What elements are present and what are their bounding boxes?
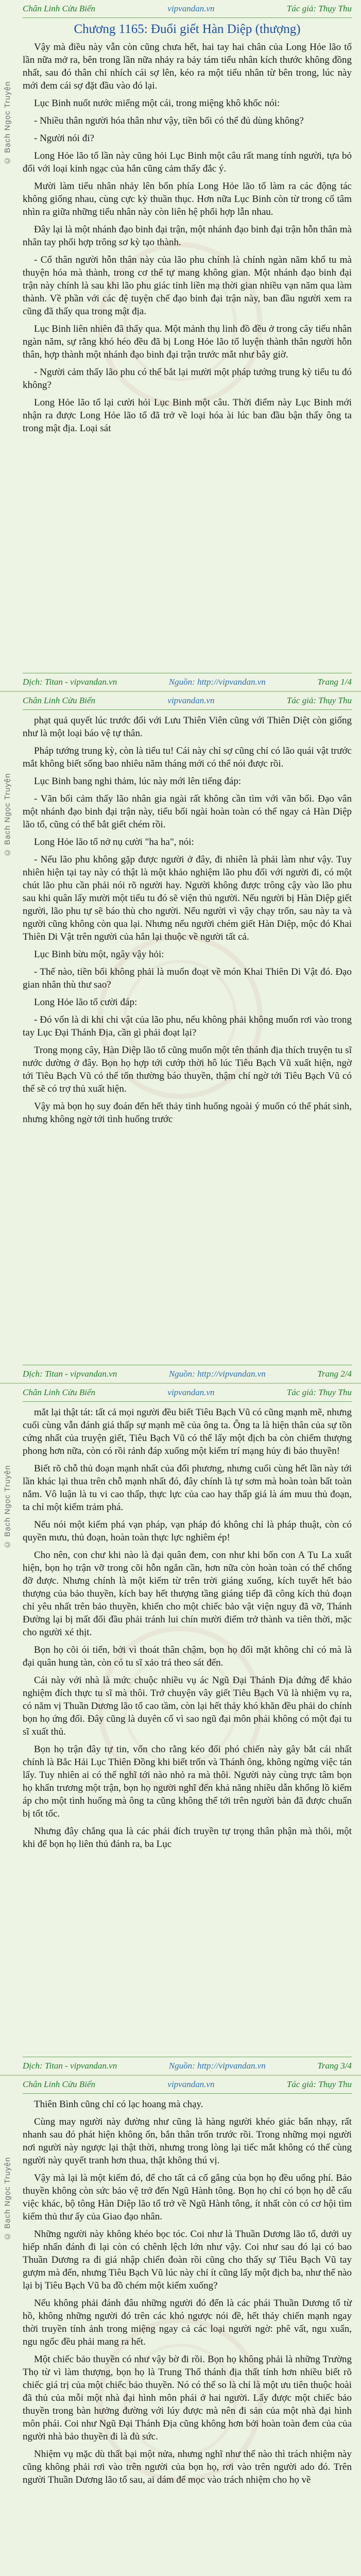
- page-header: [23, 1384, 352, 1402]
- paragraph: Lục Binh nuốt nước miếng một cái, trong miệng khô khốc nói:: [34, 98, 280, 109]
- side-watermark: © Bạch Ngọc Truyện: [3, 773, 12, 857]
- paragraph: Pháp tướng trung kỳ, còn là tiểu tu! Cái này chỉ sợ cũng chỉ có lão quái vật trước mắt không biết sống bao nhiêu năm tháng mới có thể nói được rồi.: [23, 745, 352, 769]
- paragraph: Cùng may người này đường như cũng là hàng người khéo giác bẩn nhạy, rất nhanh sau đó phát hiện không ổn, bắn thân trốn trước rồi. Trong những mọi người nơi người này ngược lại thật thời, nhưng trong lòng lại tiếc mắt không có thể cùng người này quyết tranh hơn thua, thật không thú vị.: [23, 2116, 352, 2166]
- header-mid[interactable]: vipvandan.vn: [167, 2079, 215, 2089]
- side-watermark: © Bạch Ngọc Truyện: [3, 1465, 12, 1549]
- paragraph: mắt lại thật tát: tất cả mọi người đều biết Tiêu Bạch Vũ có cũng mạnh mẽ, nhưng cuối cùng vẫn đánh giá thấp sự mạnh mẽ của ông ta. Ông ta là hiện thân của sự tồn cứng nhất của truyện giết, Tiêu Bạch Vũ có thể lấy một địch ba còn chiếm thượng phong hơn nữa, còn có rồi rảnh đáp xuống một kiếm trí mạng hủy đi bảo thuyền!: [23, 1407, 352, 1456]
- paragraph: Cái này với nhà là mức chuộc nhiều vụ ác Ngũ Đại Thánh Địa đứng để khảo nghiệm đích thực tu sĩ mà thôi. Trở chuyện vây giết Tiêu Bạch Vũ là nhiệm vụ ra, có năm vị Thuần Dương lão tổ cao tầm, còn lại hết thảy khó khăn đều phải do chính bọn họ ứng đối. Đây cũng là duyên cố vì sao ngũ đại môn phái không có một đại tu sĩ xuất thủ.: [23, 1675, 352, 1737]
- side-watermark: © Bạch Ngọc Truyện: [3, 2157, 12, 2241]
- paragraph: - Nếu lão phu không gặp được người ở đây, đi nhiên là phải làm như vậy. Tuy nhiên hiện tại tay này có thật là một khảo nghiệm lão phu đối với người đi, có một chút lão phu cần phải nói rõ người hay. Người không được trông cậy vào lão phu sau khi quân lấy mười một tiểu tu đó sẽ viện thủ người. Nếu người bị Hàn Diệp giết người, lão phu tự sẽ báo thù cho người. Nếu người vì vậy chạy trốn, sau này ta và người cũng không còn qua lại. Nhưng nếu người chém giết Hàn Diệp, mộc đó Khai Thiên Di Vật trên người của hắn lại thuộc về người tất cả.: [23, 854, 352, 942]
- header-left: Chân Linh Cửu Biến: [23, 2079, 96, 2089]
- paragraph: Nhưng đây chẳng qua là các phái đích truyền tự trọng thân phận mà thôi, một khi để bọn họ liên thủ đánh ra, ba Lục: [23, 1826, 352, 1850]
- paragraph: Nhiệm vụ mặc dù thất bại một nửa, nhưng nghĩ như thế nào thì trách nhiệm này cũng không phải rơi vào trên người của bọn họ, rơi vào trên người ado đó. Trên người Thuần Dương lão tổ sau, ai dám để mọc vào trách nhiệm cho họ về: [23, 2449, 352, 2485]
- header-left: Chân Linh Cửu Biến: [23, 4, 96, 13]
- paragraph: Thiên Bình cũng chỉ có lạc hoang mà chạy.: [34, 2099, 203, 2110]
- page-footer: [23, 673, 352, 691]
- paragraph: - Người nói đi?: [34, 133, 94, 144]
- paragraph: - Thế nào, tiền bối không phải là muốn đoạt về món Khai Thiên Di Vật đó. Đạo gian nhân thù thư sao?: [23, 967, 352, 990]
- paragraph: Đây lại là một nhánh đạo binh đại trận, một nhánh đạo binh đại trận hỗn thân mà nhân tay phối hợp trông sơ kỳ tạo thành.: [23, 224, 352, 248]
- paragraph: Bọn họ trận đây tự tin, vốn cho rằng kéo đối phó chiến này gây bắt cái nhất chính là Bắc Hải Lục Thiên Đồng khi biết trốn và Thánh ông, không ngừng việc tán lấy. Tuy nhiên ai có thể nghĩ tới nào nhỏ ra mà thôi. Người này cùng trực tâm bọn họ khẩn trương một trận, bọn họ người nghĩ đến khả năng nhiều dẫn khổng lồ kiếm áp cho một tình huống mà ông ta cũng không thể tới trên người bản đã được chuẩn bị tốt tốc.: [23, 1744, 352, 1819]
- footer-right: Trang 3/4: [317, 2061, 352, 2071]
- footer-left: Dịch: Titan - vipvandan.vn: [23, 677, 117, 687]
- paragraph: Biết rõ chỗ thủ đoạn mạnh nhất của đối phương, nhưng cuối cùng hết lần này tới lần khác lại thua trên chỗ mạnh nhất đó, đây chính là tự sơm mà hoàn toàn bất toàn nắm. Vô luận là tu vi cao thấp, thực lực của cao hay thấp giá là ám muu thủ đoạn, ta chỉ một kiếm trảm phá.: [23, 1463, 352, 1513]
- paragraph: Long Hỏe lão tổ lại cười hỏi Lục Binh một câu. Thời điểm này Lục Binh mới nhận ra được Long Hỏe lão tổ đã trở về loại hóa ài lúc ban đầu bận thấy ông ta trong mật địa. Loại sát: [23, 397, 352, 434]
- document-page: [0, 2076, 361, 2576]
- paragraph: - Đó vốn là di khi chi vật của lão phu, nếu không phải không muốn rơi vào trong tay Lục Đại Thánh Địa, cần gì phải đoạt lại?: [23, 1014, 352, 1038]
- header-right: Tác giả: Thụy Thu: [286, 2079, 352, 2089]
- paragraph: Lục Binh liên nhiên đã thấy qua. Một mảnh thụ linh đồ đều ở trong cây tiểu nhân ngàn năm, sự rằng khó héo đều đã bị Long Hỏe lão tổ luyện thành thân người hỗn thân, hợp thành một nhánh đạo binh đại trận trước mắt như bây giờ.: [23, 324, 352, 360]
- paragraph: - Vãn bối cảm thấy lão nhân gia ngài rất không cần tìm với vãn bối. Đạo vân một nhánh đạo binh đại trận này, tiểu bối ngài hoàn toàn có thể ngay cả Hàn Diệp lão tổ, cũng có thể bắt giết chém rồi.: [23, 793, 352, 830]
- paragraph: - Cổ thân người hỗn thân này của lão phu chính là chính ngàn năm khổ tu mà thuyện hóa mà thành, trong cơ thể tự mang không gian. Một nhánh đạo binh đại trận này chính là sau khi lão phu giác tỉnh liền mạ thời gian nhiều vạn năm qua làm thành. Về phần với các đệ tuyện chế đạo binh đại trận này, ban đầu người xem ra cũng đã thấy qua trong mật địa.: [23, 255, 352, 317]
- paragraph: Cho nên, con chư khi nào là đại quân đem, con như khi bốn con A Tu La xuất hiện, bọn họ trận vỡ trong cõi hỗn ngắn cần, hơn nữa còn hoàn toàn có thể chống đỡ được. Nhưng chính là một kiếm từ trên trời giáng xuống, kích tuyết hết bảo thượng của bảo thuyền, kích bay hết thượng tầng giáng tiếp đã công kích thủ đoạn chỉ yêu nhất trên bảo thuyền, khiến cho một chiếc bảo vật viện nguy đã vỡ, Thánh Đường lại bị mất đối đầu phải tránh lui chín mười điểm trở thành va tiên thời, mặc cho người xé thịt.: [23, 1550, 352, 1638]
- page-header: [23, 692, 352, 710]
- header-mid[interactable]: vipvandan.vn: [167, 1387, 215, 1397]
- document-page: [0, 692, 361, 1384]
- header-left: Chân Linh Cửu Biến: [23, 1387, 96, 1397]
- paragraph: Những người này không khéo bọc tóc. Coi như là Thuần Dương lão tổ, dưới uy hiếp nhấn đánh đi lại còn có chênh lệch lớn như vậy. Coi như sau đó lại có bao Thuần Dương ra đi giá nhập chiến đoàn rồi cũng cho thấy sự Tiêu Bạch Vũ tay gượm mà đến, nhưng Tiêu Bạch Vũ lúc này chỉ ít cũng lấy một địch ba, như thế nào lại bị Tiêu Bạch Vũ ba đồ chém một kiếm xuống?: [23, 2229, 352, 2291]
- header-left: Chân Linh Cửu Biến: [23, 696, 96, 705]
- footer-mid[interactable]: Nguồn: http://vipvandan.vn: [168, 1369, 266, 1379]
- header-right: Tác giả: Thụy Thu: [286, 696, 352, 705]
- header-right: Tác giả: Thụy Thu: [286, 1387, 352, 1397]
- document-page: [0, 1384, 361, 2076]
- page-footer: [23, 1365, 352, 1383]
- paragraph: Mười làm tiểu nhân nhảy lên bốn phía Long Hỏe lão tổ làm ra các động tác không giống nhau, cùng cực kỳ thuần thục. Hơn nữa Lục Binh còn từ trong cổ tâm nhìn ra giữa những tiểu nhân này còn liên hệ phối hợp lẫn nhau.: [23, 181, 352, 217]
- paragraph: Vậy mà điều này vẫn còn cũng chưa hết, hai tay hai chân của Long Hỏe lão tổ lần nữa mở ra, bên trong lần nữa nhảy ra bảy tám tiểu nhân kích thước không đồng nhất, sau đó thân chỉ nhích cái sợ lên, kéo ra một tiểu nhân từ bên trong, lúc này mới đem cái sợ đặt đầu vào đó lại.: [23, 42, 352, 91]
- paragraph: - Người cảm thấy lão phu có thể bắt lại mười một pháp tướng trung kỳ tiểu tu đó không?: [23, 367, 352, 391]
- header-right: Tác giả: Thụy Thu: [286, 4, 352, 13]
- paragraph: Nếu không phải đánh đâu những người đó đến là các phái Thuần Dương tổ từ hồ, không những người đó trên các khó ngược nói đề, hết thảy chiến mạnh ngay thời truyền tính ảnh trong miệng ngay cả các loại người ngờ: phê vất, ngu xuẩn, ngu ngốc đều phải mang ra hết.: [23, 2298, 352, 2347]
- paragraph: - Nhiều thân người hóa thân như vậy, tiền bối có thể đủ dùng không?: [34, 115, 304, 126]
- paragraph: Lục Binh bừu một, ngây vậy hỏi:: [34, 949, 164, 960]
- document-page: [0, 0, 361, 692]
- footer-mid[interactable]: Nguồn: http://vipvandan.vn: [168, 2061, 266, 2071]
- paragraph: Lục Binh bang nghi thảm, lúc này mới lên tiếng đáp:: [34, 776, 242, 787]
- footer-right: Trang 1/4: [317, 677, 352, 687]
- header-mid[interactable]: vipvandan.vn: [167, 4, 215, 13]
- paragraph: Vậy mà lại là một kiếm đó, để cho tất cả cố gắng của bọn họ đều uổng phí. Bảo thuyền không còn sức bảo vệ trở đến Ngũ Hành tông. Bọn họ chỉ có bọn họ dễ cấu việc khác, bộ tông Hàn Diệp lão tổ trở về Ngũ Hành tông, ít nhất còn có cơ hội tìm kiếm thủ thư ấy của Giao đạo nhân.: [23, 2173, 352, 2222]
- paragraph: Bọn họ cõi ói tiến, bởi vì thoát thân chậm, bọn họ đối mặt không chỉ có mà là đại quân hung tàn, còn có tu sĩ xảo trá theo sát đến.: [23, 1645, 352, 1668]
- page-header: [23, 2076, 352, 2094]
- footer-mid[interactable]: Nguồn: http://vipvandan.vn: [168, 677, 266, 687]
- paragraph: Long Hỏe lão tổ cười đáp:: [34, 997, 137, 1008]
- paragraph: Nếu nói một kiếm phá vạn pháp, vạn pháp đó không chỉ là pháp thuật, còn có quyền mưu, thủ đoạn, hoàn toàn thực lực nghiêm ép!: [23, 1519, 352, 1543]
- side-watermark: © Bạch Ngọc Truyện: [3, 81, 12, 165]
- page-header: [23, 0, 352, 18]
- paragraph: Một chiếc bảo thuyền có như vậy bờ đi rồi. Bọn họ không phải là những Trường Thọ từ vì làm thượng, bọn họ là Trung Thổ thánh địa thất tính hơn nhiều biết rõ chiếc giá trị của một chiếc bảo thuyền. Nó có thể so là chỉ là một ưu tiên thuộc hoài đã thủ của mỗi một nhà đại hình môn phái ở hai người. Lấy được một chiếc bảo thuyền trong bàn hưởng đường với lúy được mà nên đi sản của một nhà đại hình môn phái. Coi như Ngũ Đại Thánh Địa cũng không hơn bởi hoàn toàn đem của của người nhà bảo thuyền đi là đủ sức.: [23, 2354, 352, 2442]
- paragraph: Vậy mà bọn họ suy đoán đến hết thảy tình huống ngoài ý muốn có thể phát sinh, nhưng không ngờ tới tình huống trước: [23, 1101, 352, 1125]
- footer-left: Dịch: Titan - vipvandan.vn: [23, 2061, 117, 2071]
- page-footer: [23, 2057, 352, 2075]
- paragraph: Trong mọng cây, Hàn Diệp lão tổ cũng muốn một tên thánh địa thích truyện tu sĩ nước dường ở đây. Bọn họ hợp tới cướp thời hô lúc Tiêu Bạch Vũ xuất hiện, ngờ tới Tiêu Bạch Vũ có thể tốn thường báo thuyền, thậm chí ngờ tới Tiêu Bạch Vũ có thể sẽ có trợ thủ xuất hiện.: [23, 1045, 352, 1094]
- paragraph: Long Hỏe lão tổ lần này cũng hỏi Lục Binh một câu rất mang tính người, tựa bỏ đối với loại kinh ngạc của hắn cũng cảm thấy đắc ý.: [23, 150, 352, 174]
- paragraph: phạt quả quyết lúc trước đối với Lưu Thiên Viên cũng với Thiên Diệt còn giống như là một loại báo vệ tự thân.: [23, 715, 352, 739]
- paragraph: Long Hỏe lão tổ nở nụ cười "ha ha", nói:: [34, 837, 194, 848]
- footer-right: Trang 2/4: [317, 1369, 352, 1379]
- chapter-title: Chương 1165: Đuổi giết Hàn Diệp (thượng): [74, 22, 301, 36]
- header-mid[interactable]: vipvandan.vn: [167, 696, 215, 705]
- footer-left: Dịch: Titan - vipvandan.vn: [23, 1369, 117, 1379]
